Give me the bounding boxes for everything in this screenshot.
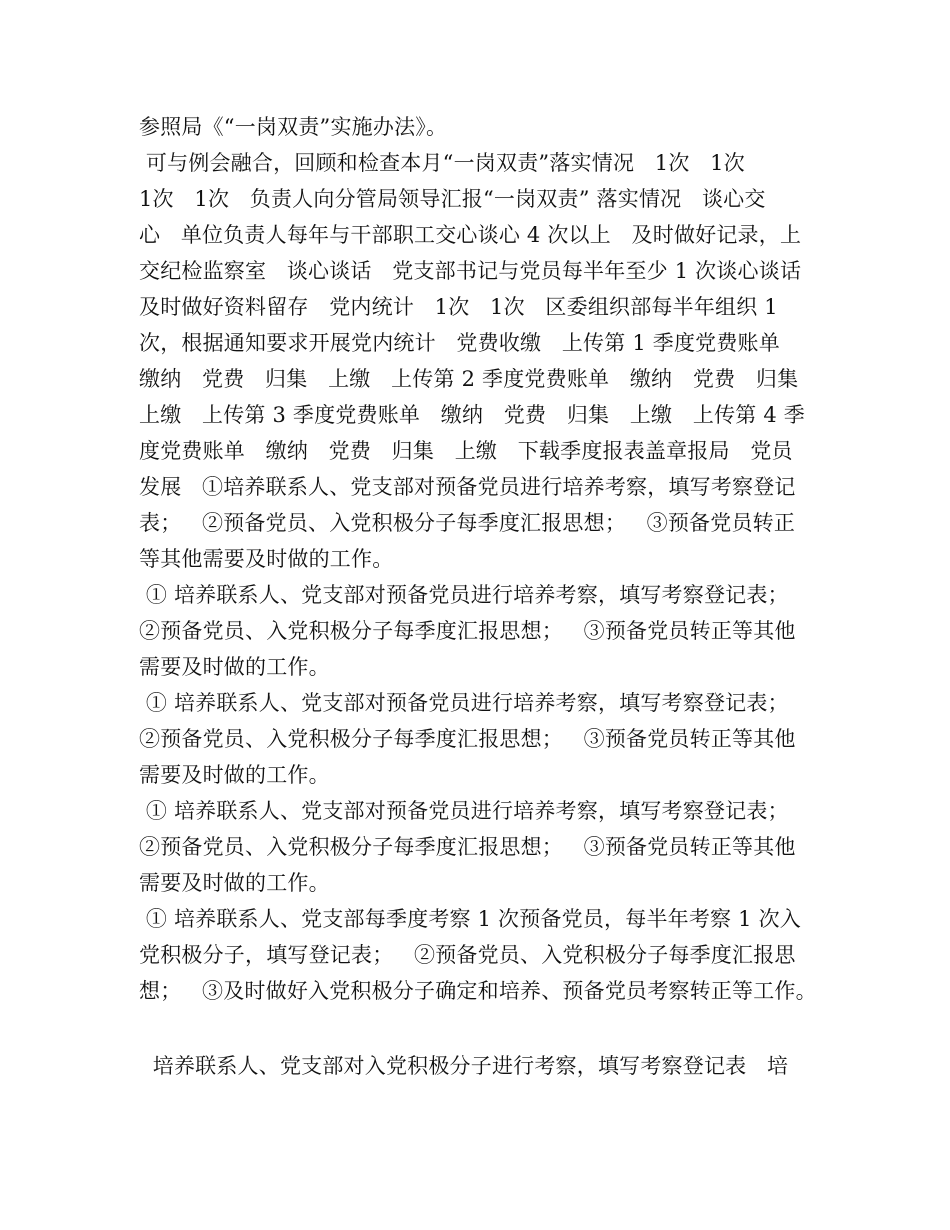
text-line: 心 单位负责人每年与干部职工交心谈心 4 次以上 及时做好记录，上 xyxy=(139,223,802,247)
text-line: 缴纳 党费 归集 上缴 上传第 2 季度党费账单 缴纳 党费 归集 xyxy=(139,367,799,391)
text-line: ① 培养联系人、党支部对预备党员进行培养考察，填写考察登记表； xyxy=(139,583,789,607)
text-line: 及时做好资料留存 党内统计 1次 1次 区委组织部每半年组织 1 xyxy=(139,295,778,319)
text-line: 可与例会融合，回顾和检查本月“一岗双责”落实情况 1次 1次 xyxy=(139,151,745,175)
text-line: 党积极分子，填写登记表； ②预备党员、入党积极分子每季度汇报思 xyxy=(139,943,796,967)
text-line: ②预备党员、入党积极分子每季度汇报思想； ③预备党员转正等其他 xyxy=(139,835,796,859)
text-line: ②预备党员、入党积极分子每季度汇报思想； ③预备党员转正等其他 xyxy=(139,727,796,751)
text-line: 表； ②预备党员、入党积极分子每季度汇报思想； ③预备党员转正 xyxy=(139,511,796,535)
text-line: 想； ③及时做好入党积极分子确定和培养、预备党员考察转正等工作。 xyxy=(139,979,817,1003)
text-line: ① 培养联系人、党支部对预备党员进行培养考察，填写考察登记表； xyxy=(139,691,789,715)
text-line: 上缴 上传第 3 季度党费账单 缴纳 党费 归集 上缴 上传第 4 季 xyxy=(139,403,805,427)
text-line: 参照局《“一岗双责”实施办法》。 xyxy=(139,115,448,139)
text-line: 培养联系人、党支部对入党积极分子进行考察，填写考察登记表 培 xyxy=(139,1054,789,1078)
text-line: 需要及时做的工作。 xyxy=(139,655,330,679)
text-line: ① 培养联系人、党支部对预备党员进行培养考察，填写考察登记表； xyxy=(139,799,789,823)
text-line: ②预备党员、入党积极分子每季度汇报思想； ③预备党员转正等其他 xyxy=(139,619,796,643)
text-line: 等其他需要及时做的工作。 xyxy=(139,547,394,571)
text-line: 交纪检监察室 谈心谈话 党支部书记与党员每半年至少 1 次谈心谈话 xyxy=(139,259,802,283)
text-line: ① 培养联系人、党支部每季度考察 1 次预备党员，每半年考察 1 次入 xyxy=(139,907,801,931)
text-line: 度党费账单 缴纳 党费 归集 上缴 下载季度报表盖章报局 党员 xyxy=(139,439,793,463)
text-line: 需要及时做的工作。 xyxy=(139,763,330,787)
text-line: 次，根据通知要求开展党内统计 党费收缴 上传第 1 季度党费账单 xyxy=(139,331,780,355)
text-line: 1次 1次 负责人向分管局领导汇报“一岗双责” 落实情况 谈心交 xyxy=(139,187,766,211)
text-line: 发展 ①培养联系人、党支部对预备党员进行培养考察，填写考察登记 xyxy=(139,475,796,499)
text-line: 需要及时做的工作。 xyxy=(139,871,330,895)
